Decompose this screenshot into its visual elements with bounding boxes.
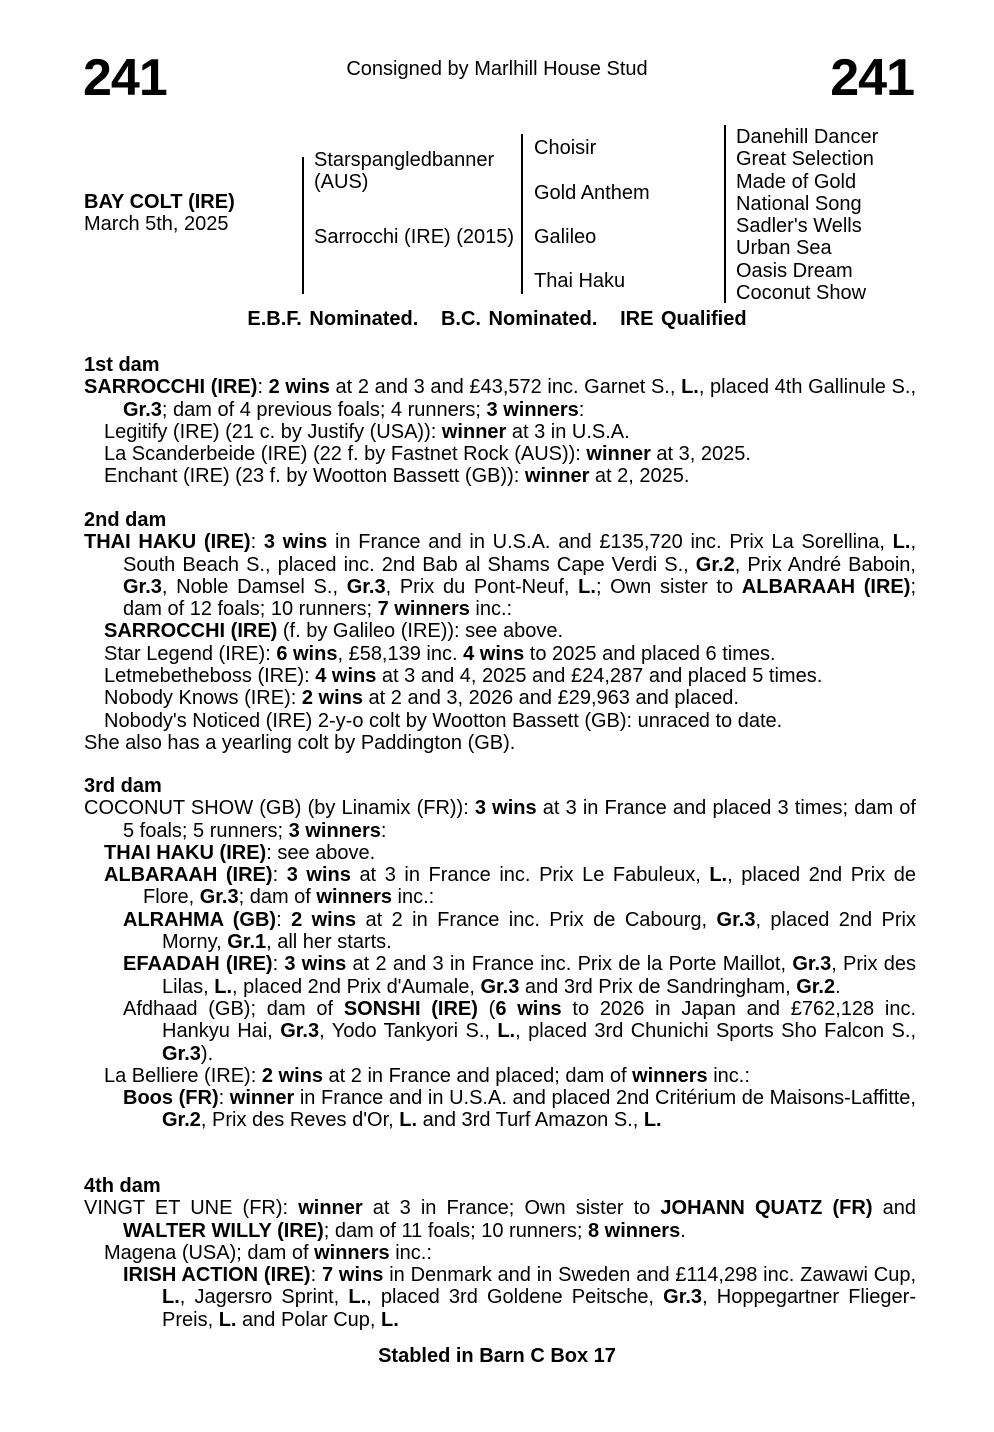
third-dam-entry: COCONUT SHOW (GB) (by Linamix (FR)): 3 wins at 3 in France and placed 3 times; dam of 5 foals; 5 runners; 3 winners: — [84, 797, 916, 842]
second-dam-foal-line: Nobody's Noticed (IRE) 2-y-o colt by Wootton Bassett (GB): unraced to date. — [104, 709, 783, 732]
first-dam-foal-line: Legitify (IRE) (21 c. by Justify (USA)): winner at 3 in U.S.A. — [104, 420, 630, 443]
third-dam-produce-line: THAI HAKU (IRE): see above. — [104, 841, 376, 864]
third-dam-heading: 3rd dam — [84, 775, 162, 797]
third-dam-produce-line: La Belliere (IRE): 2 wins at 2 in France and placed; dam of winners inc.: — [104, 1064, 750, 1087]
pedigree-sire-dam: Gold Anthem — [534, 182, 650, 204]
second-dam-entry: THAI HAKU (IRE): 3 wins in France and in U.S.A. and £135,720 inc. Prix La Sorellina, L., South Beach S., placed inc. 2nd Bab al Shams Cape Verdi S., Gr.2, Prix André Baboin, Gr.3, Noble Damsel S., Gr.3, Prix du Pont-Neuf, L.; Own sister to ALBARAAH (IRE); dam of 12 foals; 10 runners; 7 winners inc.: — [84, 531, 916, 621]
second-dam-foal-line: Star Legend (IRE): 6 wins, £58,139 inc. 4 wins to 2025 and placed 6 times. — [104, 642, 776, 665]
pedigree-bracket-1 — [302, 157, 304, 294]
pedigree-gen3-3: Made of Gold — [736, 171, 857, 193]
third-dam-produce-line: EFAADAH (IRE): 3 wins at 2 and 3 in France inc. Prix de la Porte Maillot, Gr.3, Prix des Lilas, L., placed 2nd Prix d'Aumale, Gr.3 and 3rd Prix de Sandringham, Gr.2. — [123, 953, 917, 998]
fourth-dam-entry: VINGT ET UNE (FR): winner at 3 in France; Own sister to JOHANN QUATZ (FR) and WALTER WILLY (IRE); dam of 11 foals; 10 runners; 8 winners. — [84, 1197, 916, 1242]
third-dam-produce-line: ALBARAAH (IRE): 3 wins at 3 in France inc. Prix Le Fabuleux, L., placed 2nd Prix de Flore, Gr.3; dam of winners inc.: — [104, 864, 916, 909]
second-dam-heading: 2nd dam — [84, 509, 167, 531]
pedigree-gen3-5: Sadler's Wells — [736, 215, 862, 237]
fourth-dam-produce-line: IRISH ACTION (IRE): 7 wins in Denmark and in Sweden and £114,298 inc. Zawawi Cup, L., Jagersro Sprint, L., placed 3rd Goldene Peitsche, Gr.3, Hoppegartner Flieger-Preis, L. and Polar Cup, L. — [123, 1264, 916, 1331]
consignor-line: Consigned by Marlhill House Stud — [346, 58, 648, 80]
lot-number-right: 241 — [830, 49, 914, 107]
first-dam-heading: 1st dam — [84, 354, 160, 376]
pedigree-sire-sire: Choisir — [534, 137, 597, 159]
fourth-dam-section — [84, 1175, 916, 1331]
third-dam-section — [84, 775, 916, 1132]
nominations-line: E.B.F. Nominated. B.C. Nominated. IRE Qualified — [247, 308, 747, 330]
third-dam-produce-line: ALRAHMA (GB): 2 wins at 2 in France inc. Prix de Cabourg, Gr.3, placed 2nd Prix Morny, Gr.1, all her starts. — [123, 908, 917, 954]
fourth-dam-produce-line: Magena (USA); dam of winners inc.: — [104, 1241, 432, 1264]
pedigree-gen3-4: National Song — [736, 193, 862, 215]
pedigree-gen3-2: Great Selection — [736, 148, 874, 170]
pedigree-gen3-1: Danehill Dancer — [736, 126, 879, 148]
first-dam-foal-line: Enchant (IRE) (23 f. by Wootton Bassett (GB)): winner at 2, 2025. — [104, 465, 690, 488]
pedigree-gen3-6: Urban Sea — [736, 237, 832, 259]
first-dam-entry: SARROCCHI (IRE): 2 wins at 2 and 3 and £43,572 inc. Garnet S., L., placed 4th Gallinule S., Gr.3; dam of 4 previous foals; 4 runners; 3 winners: — [84, 376, 917, 421]
horse-info — [84, 191, 235, 235]
pedigree-dam: Sarrocchi (IRE) (2015) — [314, 226, 515, 248]
first-dam-foal-line: La Scanderbeide (IRE) (22 f. by Fastnet Rock (AUS)): winner at 3, 2025. — [104, 443, 751, 466]
horse-name: BAY COLT (IRE) — [84, 191, 235, 213]
second-dam-foal-line: Letmebetheboss (IRE): 4 wins at 3 and 4, 2025 and £24,287 and placed 5 times. — [104, 665, 823, 688]
pedigree-bracket-2 — [521, 134, 523, 294]
pedigree-gen3-7: Oasis Dream — [736, 260, 853, 282]
pedigree-sire: Starspangledbanner (AUS) — [314, 149, 495, 193]
first-dam-section — [84, 354, 916, 488]
second-dam-foal-line: Nobody Knows (IRE): 2 wins at 2 and 3, 2026 and £29,963 and placed. — [104, 687, 739, 710]
second-dam-foal-line: SARROCCHI (IRE) (f. by Galileo (IRE)): see above. — [104, 620, 564, 643]
pedigree-bracket-3 — [724, 125, 726, 303]
pedigree-dam-sire: Galileo — [534, 226, 597, 248]
third-dam-produce-line: Boos (FR): winner in France and in U.S.A. and placed 2nd Critérium de Maisons-Laffitte, Gr.2, Prix des Reves d'Or, L. and 3rd Turf Amazon S., L. — [123, 1087, 916, 1132]
stabling-info: Stabled in Barn C Box 17 — [378, 1345, 616, 1367]
second-dam-section — [84, 509, 916, 754]
third-dam-produce-line: Afdhaad (GB); dam of SONSHI (IRE) (6 wins to 2026 in Japan and £762,128 inc. Hankyu Hai, Gr.3, Yodo Tankyori S., L., placed 3rd Chunichi Sports Sho Falcon S., Gr.3). — [123, 997, 917, 1065]
pedigree-dam-dam: Thai Haku — [534, 270, 626, 292]
second-dam-closing: She also has a yearling colt by Paddington (GB). — [84, 731, 516, 754]
pedigree-gen3-8: Coconut Show — [736, 282, 867, 304]
lot-number: 241 — [83, 49, 167, 107]
foaling-date: March 5th, 2025 — [84, 213, 229, 235]
fourth-dam-heading: 4th dam — [84, 1175, 161, 1197]
